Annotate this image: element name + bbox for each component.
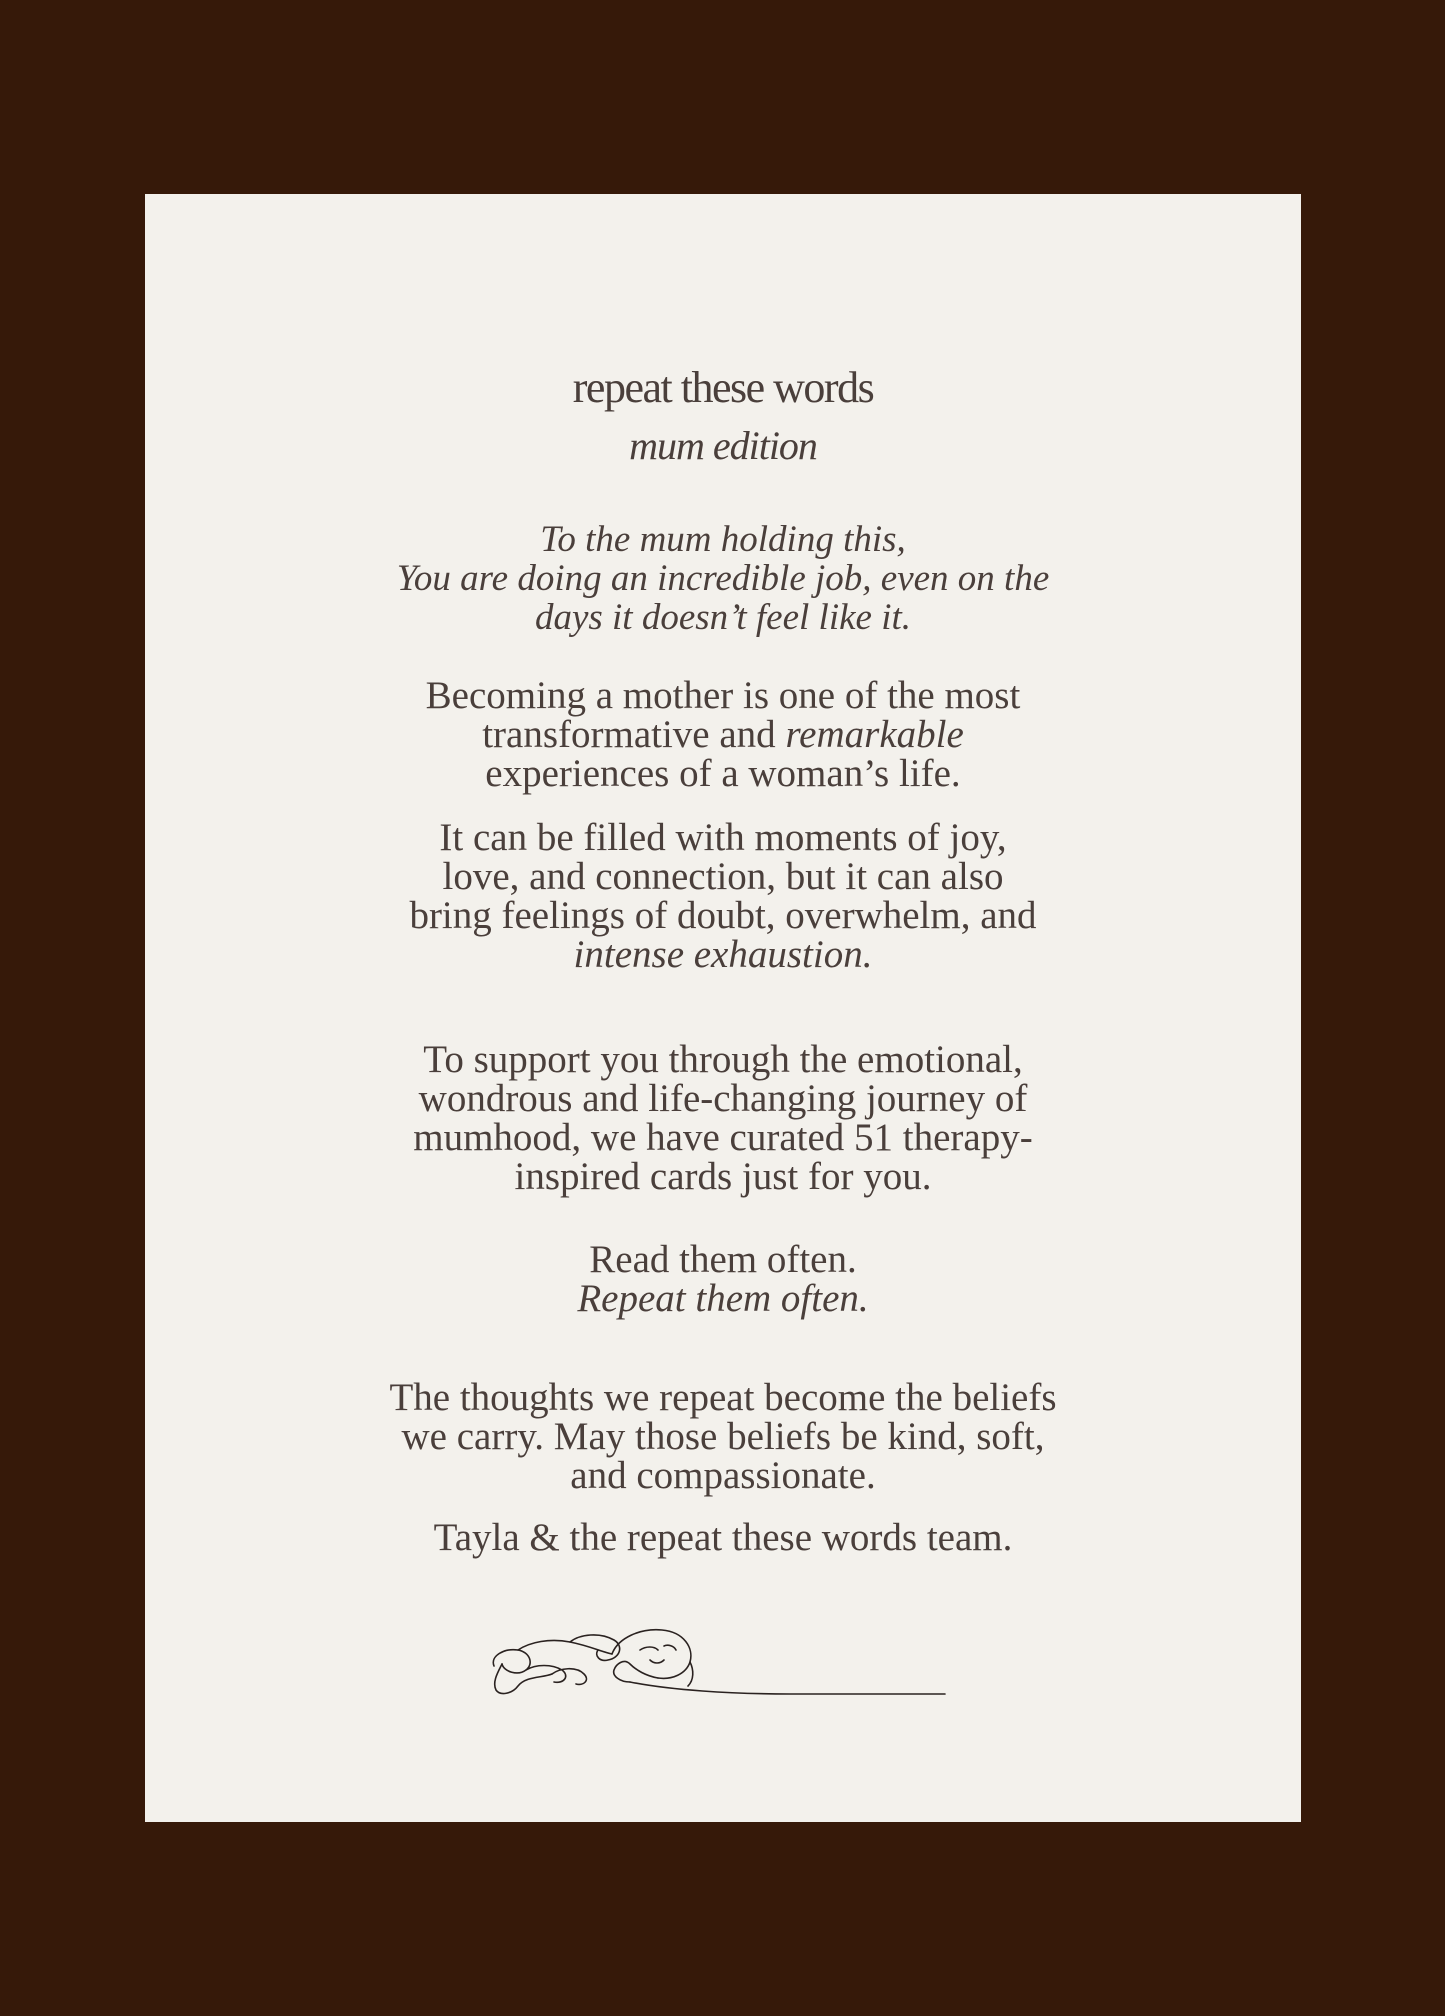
paragraph-line: and compassionate.: [570, 1454, 876, 1497]
paragraph-line: Becoming a mother is one of the most: [425, 674, 1021, 717]
paragraph-thoughts-beliefs: [145, 1378, 1301, 1495]
greeting-line: You are doing an incredible job, even on the: [396, 558, 1050, 599]
brand-title: repeat these words: [572, 363, 874, 412]
paragraph-line: To support you through the emotional,: [423, 1038, 1023, 1081]
paragraph-line: love, and connection, but it can also: [442, 855, 1004, 898]
paragraph-line: mumhood, we have curated 51 therapy-: [413, 1116, 1033, 1159]
sleeping-baby-line-drawing-icon: [490, 1624, 950, 1704]
brand-edition: mum edition: [629, 423, 817, 468]
emphasis-text: Repeat them often.: [577, 1277, 869, 1320]
paragraph-line: [145, 715, 1301, 754]
paragraph-line: wondrous and life-changing journey of: [418, 1077, 1028, 1120]
paragraph-read-repeat: [145, 1240, 1301, 1318]
greeting-paragraph: [145, 520, 1301, 637]
signoff-text: Tayla & the repeat these words team.: [433, 1516, 1013, 1559]
paragraph-line: The thoughts we repeat become the beliefs: [389, 1376, 1057, 1419]
greeting-line: days it doesn’t feel like it.: [534, 597, 912, 638]
paragraph-becoming-a-mother: [145, 676, 1301, 793]
paragraph-text: transformative and: [482, 713, 786, 756]
paragraph-line: experiences of a woman’s life.: [485, 752, 961, 795]
paragraph-line: Read them often.: [589, 1238, 857, 1281]
paragraph-line: inspired cards just for you.: [514, 1155, 932, 1198]
emphasis-text: intense exhaustion.: [573, 933, 873, 976]
letter-card: [145, 194, 1301, 1822]
paragraph-line: It can be filled with moments of joy,: [439, 816, 1007, 859]
paragraph-support-cards: [145, 1040, 1301, 1196]
paragraph-moments-of-joy: [145, 818, 1301, 974]
paragraph-line: bring feelings of doubt, overwhelm, and: [409, 894, 1037, 937]
signoff: [145, 1518, 1301, 1557]
emphasis-text: remarkable: [785, 713, 964, 756]
paragraph-line: we carry. May those beliefs be kind, soft,: [401, 1415, 1045, 1458]
greeting-line: To the mum holding this,: [540, 519, 906, 560]
